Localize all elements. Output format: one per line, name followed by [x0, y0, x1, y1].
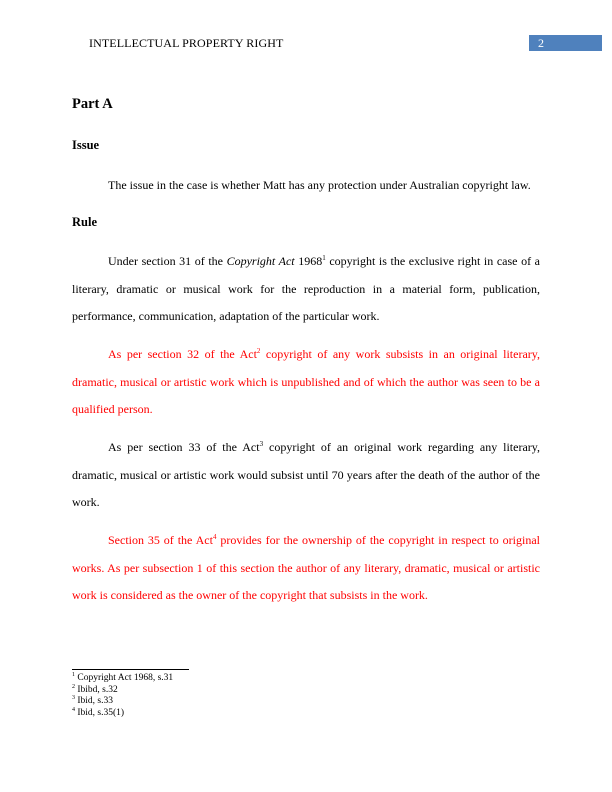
p1-text-after: copyright is the exclusive right in case of a literary, dramatic or musical work for the reproduction in a material form, publication, performance, communication, adaptation of the particular work. [72, 254, 540, 323]
footnote-1-text: Copyright Act 1968, s.31 [75, 673, 174, 683]
footnote-separator [72, 669, 189, 670]
footnote-4-text: Ibid, s.35(1) [75, 707, 125, 718]
heading-rule: Rule [72, 215, 97, 229]
p2-text-before: As per section 32 of the Act [108, 347, 257, 361]
footnote-3-number: 3 [72, 694, 75, 701]
page-number: 2 [538, 36, 544, 50]
paragraph-section-32 [72, 341, 540, 424]
paragraph-section-33 [72, 434, 540, 517]
issue-paragraph: The issue in the case is whether Matt has any protection under Australian copyright law. [108, 178, 531, 192]
p1-year: 1968 [294, 254, 323, 268]
page-number-box [529, 35, 602, 51]
footnote-4 [72, 708, 173, 720]
p3-text-before: As per section 33 of the Act [108, 440, 260, 454]
footnote-ref-2[interactable]: 2 [256, 347, 261, 355]
p3-text-after: copyright of an original work regarding any literary, dramatic, musical or artistic work would subsist until 70 years after the death of the author of the work. [72, 440, 540, 509]
paragraph-section-31 [72, 248, 540, 331]
footnote-ref-3[interactable]: 3 [259, 440, 264, 448]
p1-act-title: Copyright Act [226, 254, 295, 268]
header-title: INTELLECTUAL PROPERTY RIGHT [89, 36, 284, 50]
footnote-3-text: Ibid, s.33 [75, 696, 113, 706]
footnote-4-number: 4 [72, 706, 75, 713]
footnote-ref-4[interactable]: 4 [212, 533, 217, 541]
footnotes [72, 673, 173, 719]
footnote-1 [72, 673, 173, 685]
heading-issue: Issue [72, 138, 100, 152]
p4-text-after: provides for the ownership of the copyright in respect to original works. As per subsection 1 of this section the author of any literary, dramatic, musical or artistic work is considered as the owner of the copyright that subsists in the work. [72, 533, 540, 602]
p4-text-before: Section 35 of the Act [108, 533, 213, 547]
paragraph-section-35 [72, 527, 540, 610]
footnote-3 [72, 696, 173, 708]
footnote-ref-1[interactable]: 1 [322, 254, 326, 262]
heading-part-a: Part A [72, 96, 113, 112]
footnote-2-text: Ibibd, s.32 [75, 684, 118, 695]
footnote-2 [72, 685, 173, 697]
footnote-1-number: 1 [72, 671, 75, 678]
footnote-2-number: 2 [72, 683, 75, 690]
p1-text-before: Under section 31 of the [108, 254, 227, 268]
p2-text-after: copyright of any work subsists in an original literary, dramatic, musical or artistic work which is unpublished and of which the author was seen to be a qualified person. [72, 347, 540, 416]
